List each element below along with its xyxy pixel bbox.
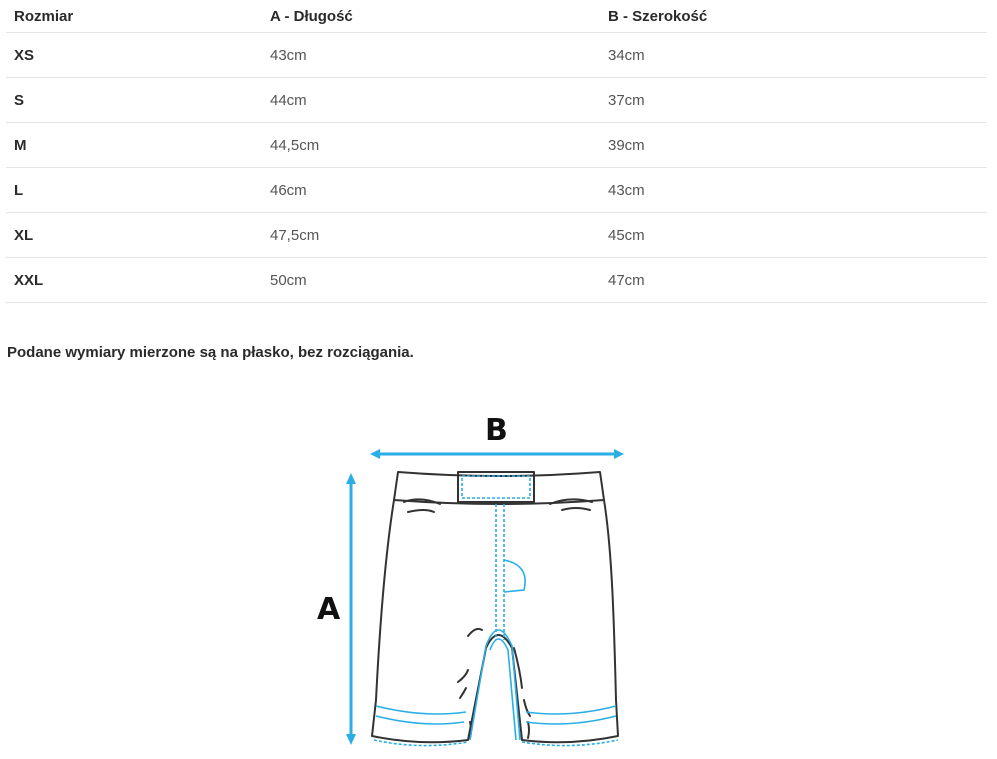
table-row: [6, 213, 987, 258]
table-row: [6, 258, 987, 303]
length-arrow: [346, 473, 356, 745]
header-length: A - Długość: [262, 0, 600, 33]
cell-size: XL: [6, 213, 262, 258]
shorts-measurement-diagram: [300, 400, 700, 754]
cell-width: 45cm: [600, 213, 987, 258]
cell-size: S: [6, 78, 262, 123]
cell-length: 47,5cm: [262, 213, 600, 258]
cell-size: XS: [6, 33, 262, 78]
table-row: [6, 78, 987, 123]
cell-length: 44cm: [262, 78, 600, 123]
dimension-label-b: B: [485, 413, 508, 448]
cell-width: 34cm: [600, 33, 987, 78]
cell-size: L: [6, 168, 262, 213]
shorts-diagram-svg: [300, 400, 700, 754]
cell-size: M: [6, 123, 262, 168]
cell-width: 43cm: [600, 168, 987, 213]
cell-length: 50cm: [262, 258, 600, 303]
width-arrow: [370, 449, 624, 459]
table-row: [6, 123, 987, 168]
cell-length: 46cm: [262, 168, 600, 213]
table-header-row: [6, 0, 987, 33]
dimension-label-a: A: [317, 592, 341, 627]
cell-width: 39cm: [600, 123, 987, 168]
cell-length: 44,5cm: [262, 123, 600, 168]
cell-size: XXL: [6, 258, 262, 303]
cell-width: 47cm: [600, 258, 987, 303]
size-chart-table: [6, 0, 987, 303]
table-row: [6, 33, 987, 78]
shorts-outline: [372, 472, 618, 742]
measurement-note: Podane wymiary mierzone są na płasko, bez rozciągania.: [7, 344, 414, 361]
shorts-stitching: [374, 476, 618, 746]
header-width: B - Szerokość: [600, 0, 987, 33]
header-size: Rozmiar: [6, 0, 262, 33]
cell-length: 43cm: [262, 33, 600, 78]
table-row: [6, 168, 987, 213]
cell-width: 37cm: [600, 78, 987, 123]
